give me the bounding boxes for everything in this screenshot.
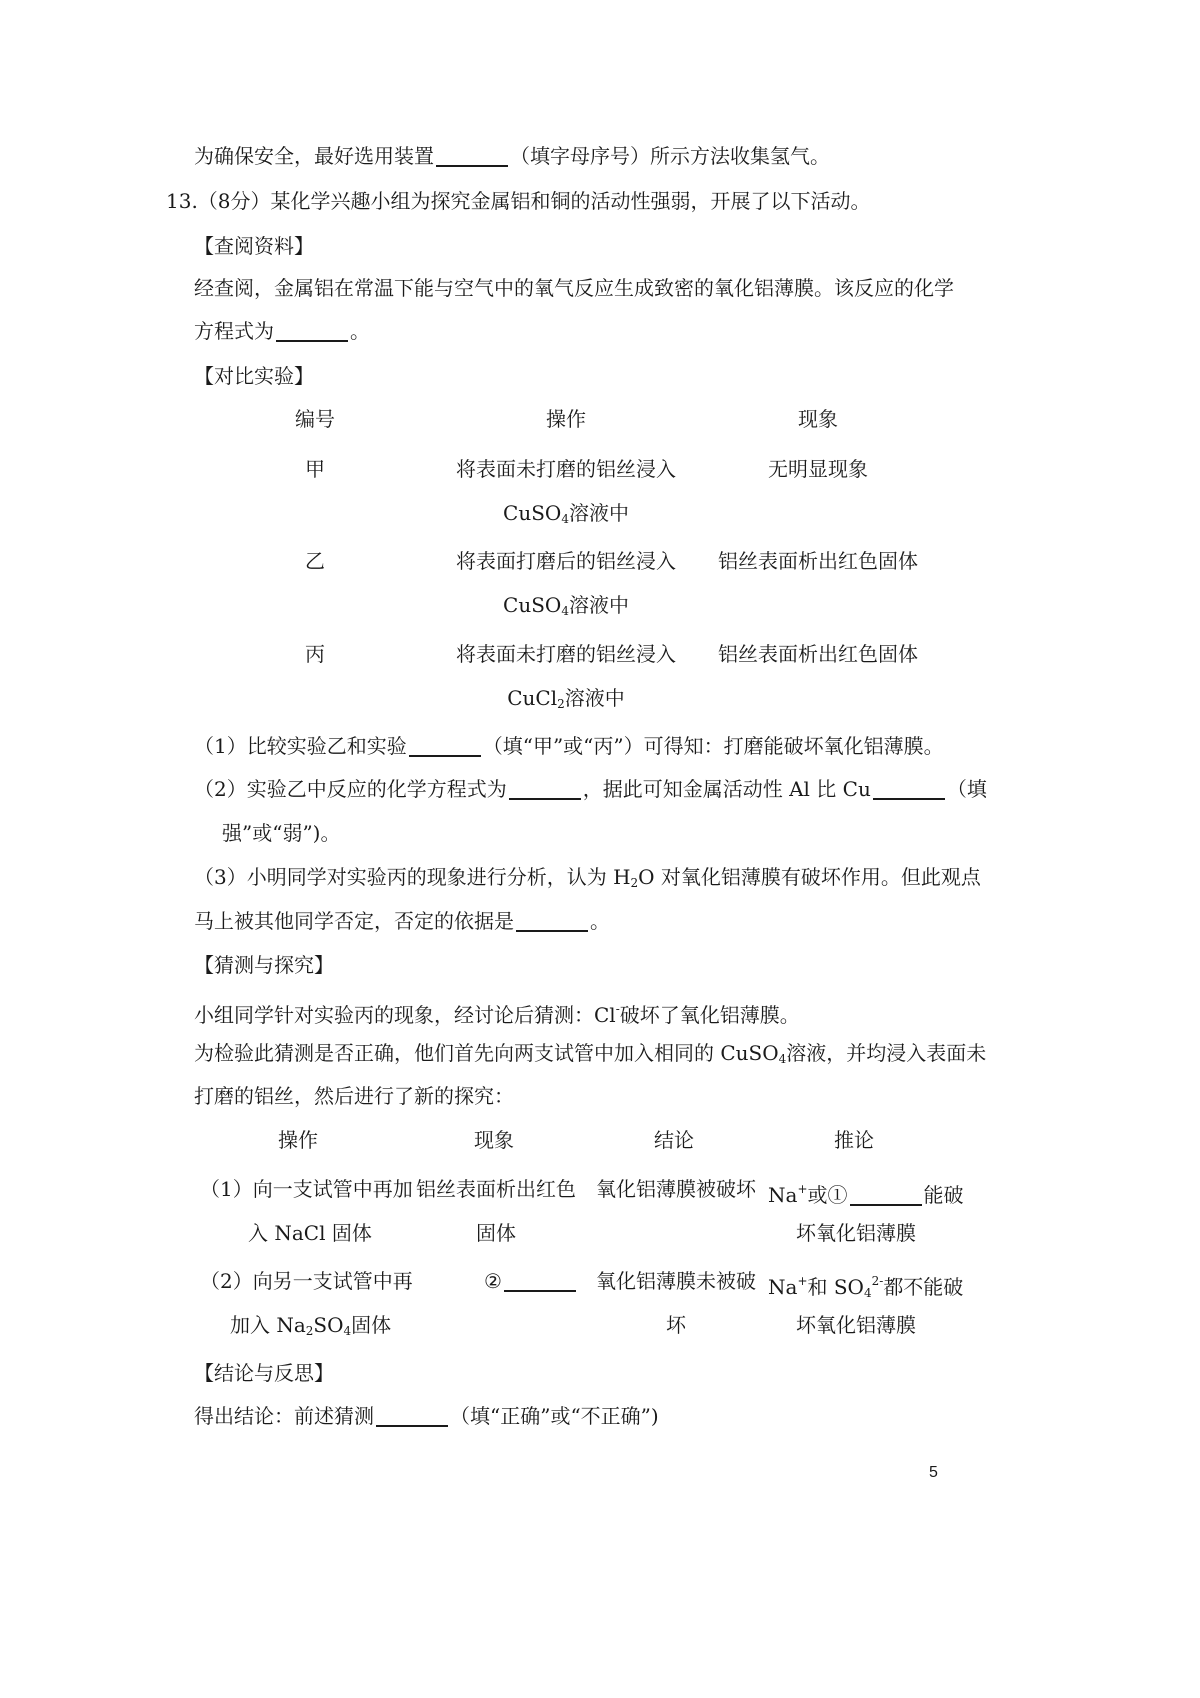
sub-question-3: （3）小明同学对实验丙的现象进行分析，认为 $H_2O$ 对氧化铝薄膜有破坏作用。但此观点 — [194, 865, 981, 890]
table-cell: 加入 $Na_2SO_4$固体 — [230, 1313, 392, 1338]
table-cell: 丙 — [305, 642, 325, 666]
page-number: 5 — [929, 1464, 938, 1481]
answer-blank[interactable] — [516, 910, 588, 932]
table-header: 现象 — [474, 1128, 514, 1152]
table-cell: 将表面打磨后的铝丝浸入 — [456, 549, 676, 573]
text-line: 方程式为 。 — [194, 319, 370, 343]
table-cell: 氧化铝薄膜未被破 — [596, 1269, 756, 1293]
table-cell: ② — [484, 1268, 578, 1294]
sub-question-1: （1）比较实验乙和实验 （填“甲”或“丙”）可得知：打磨能破坏氧化铝薄膜。 — [194, 734, 944, 758]
answer-blank[interactable] — [409, 735, 481, 757]
table-cell: 氧化铝薄膜被破坏 — [596, 1177, 756, 1201]
text-line: 为检验此猜测是否正确，他们首先向两支试管中加入相同的 CuSO$_4$溶液，并均浸入表面未 — [194, 1041, 987, 1066]
table-cell: 将表面未打磨的铝丝浸入 — [456, 457, 676, 481]
table-cell: 铝丝表面析出红色 — [416, 1177, 576, 1201]
table-cell: （2）向另一支试管中再 — [200, 1269, 413, 1293]
table-cell: 入 NaCl 固体 — [248, 1221, 372, 1245]
table-cell: 固体 — [476, 1221, 516, 1245]
table-cell: CuCl$_2$溶液中 — [507, 686, 625, 711]
table-cell: 铝丝表面析出红色固体 — [718, 642, 918, 666]
table-cell: Na+和 $SO_4^{2-}$都不能破 — [768, 1274, 964, 1300]
table-cell: 无明显现象 — [768, 457, 868, 481]
answer-blank[interactable] — [850, 1184, 922, 1206]
table-header: 操作 — [278, 1128, 318, 1152]
answer-blank[interactable] — [873, 778, 945, 800]
text-line: 马上被其他同学否定，否定的依据是 。 — [194, 909, 610, 933]
table-cell: （1）向一支试管中再加 — [200, 1177, 413, 1201]
answer-blank[interactable] — [504, 1270, 576, 1292]
answer-blank[interactable] — [276, 320, 348, 342]
text-line: 打磨的铝丝，然后进行了新的探究： — [194, 1084, 514, 1108]
table-header: 现象 — [798, 407, 838, 431]
table-cell: 乙 — [305, 549, 325, 573]
table-cell: 甲 — [305, 457, 325, 481]
text-line: 经查阅，金属铝在常温下能与空气中的氧气反应生成致密的氧化铝薄膜。该反应的化学 — [194, 276, 954, 300]
answer-blank[interactable] — [436, 145, 508, 167]
question-13-title: 13.（8分）某化学兴趣小组为探究金属铝和铜的活动性强弱，开展了以下活动。 — [166, 189, 871, 213]
section-heading: 【查阅资料】 — [194, 234, 314, 258]
table-cell: 铝丝表面析出红色固体 — [718, 549, 918, 573]
table-header: 推论 — [834, 1128, 874, 1152]
table-header: 编号 — [295, 407, 335, 431]
table-header: 操作 — [546, 407, 586, 431]
text-line: 得出结论：前述猜测 （填“正确”或“不正确”) — [194, 1404, 659, 1428]
sub-question-2: （2）实验乙中反应的化学方程式为 ，据此可知金属活动性 Al 比 Cu （填 — [194, 777, 987, 801]
answer-blank[interactable] — [376, 1405, 448, 1427]
text-line: 强”或“弱”)。 — [222, 821, 341, 845]
answer-blank[interactable] — [509, 778, 581, 800]
table-header: 结论 — [654, 1128, 694, 1152]
text-line: 为确保安全，最好选用装置 （填字母序号）所示方法收集氢气。 — [194, 144, 830, 168]
table-cell: 坏氧化铝薄膜 — [796, 1313, 916, 1337]
table-cell: CuSO$_4$溶液中 — [503, 501, 629, 526]
section-heading: 【结论与反思】 — [194, 1361, 334, 1385]
section-heading: 【对比实验】 — [194, 364, 314, 388]
text-line: 小组同学针对实验丙的现象，经讨论后猜测：Cl-破坏了氧化铝薄膜。 — [194, 1002, 800, 1027]
table-cell: CuSO$_4$溶液中 — [503, 593, 629, 618]
table-cell: Na+或① 能破 — [768, 1182, 964, 1207]
table-cell: 将表面未打磨的铝丝浸入 — [456, 642, 676, 666]
section-heading: 【猜测与探究】 — [194, 953, 334, 977]
table-cell: 坏 — [666, 1313, 686, 1337]
table-cell: 坏氧化铝薄膜 — [796, 1221, 916, 1245]
